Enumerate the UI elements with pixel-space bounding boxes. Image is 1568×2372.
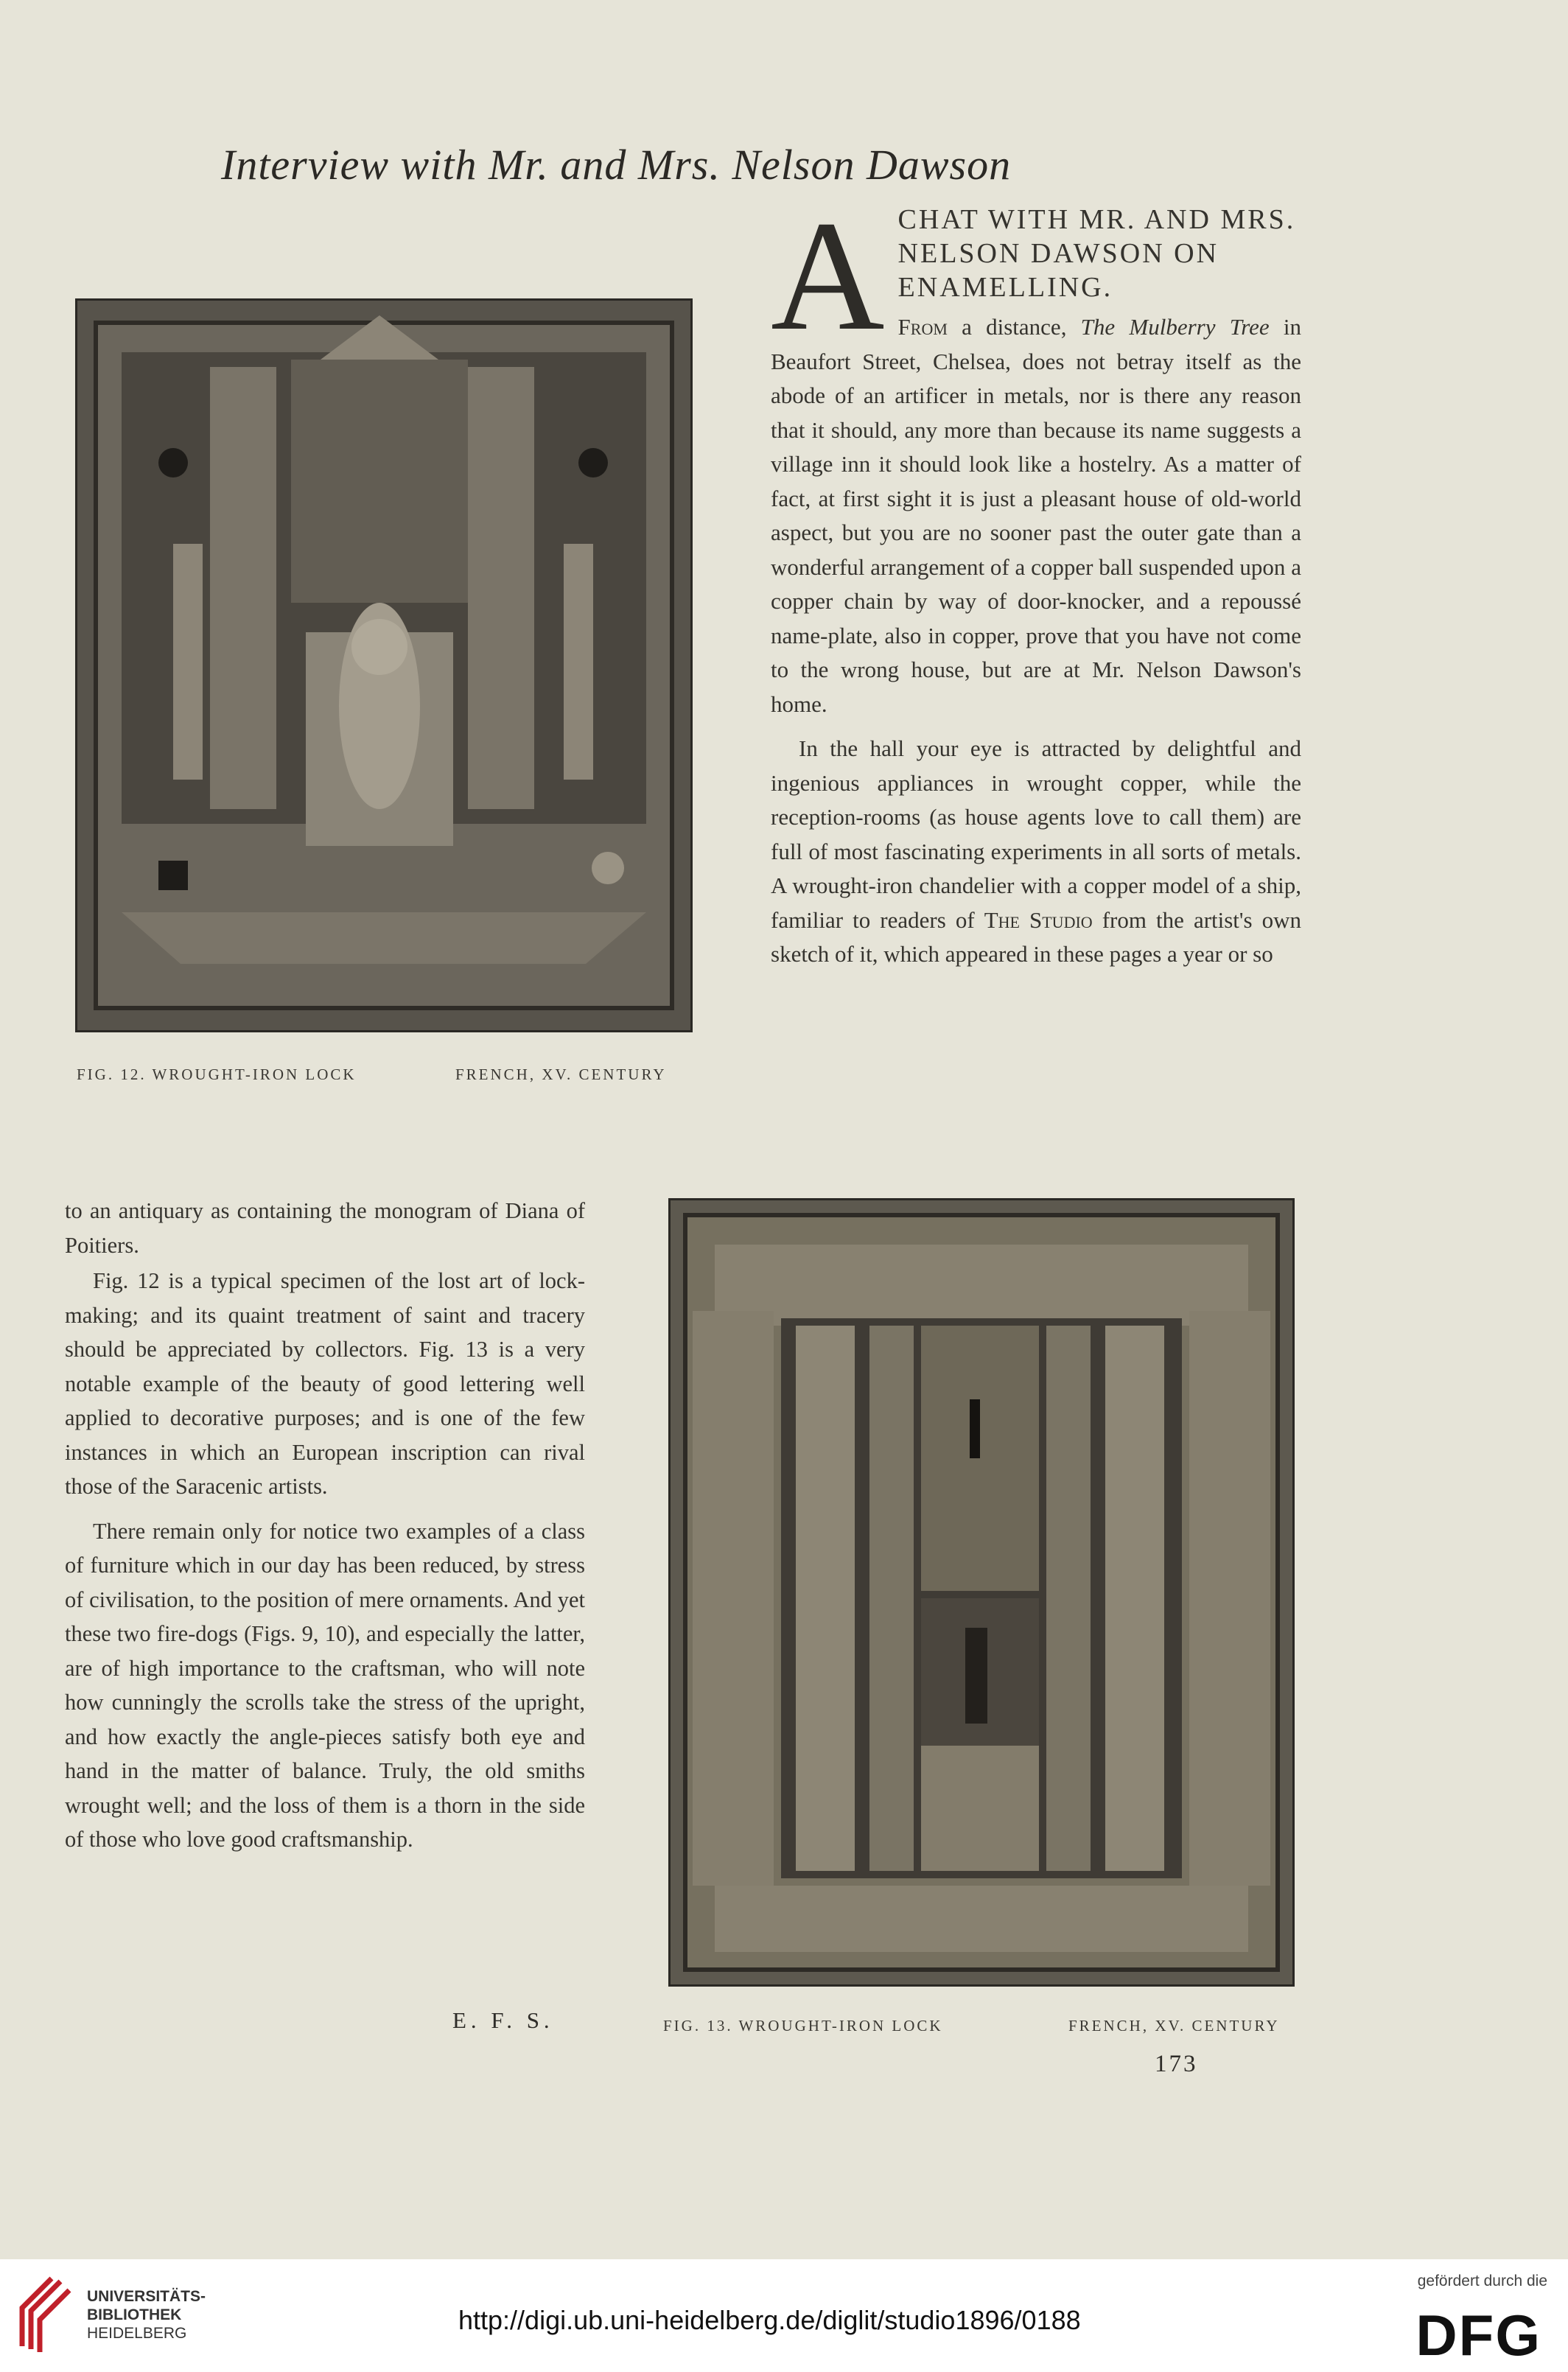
figure-13-caption-left: FIG. 13. WROUGHT-IRON LOCK: [663, 2017, 943, 2035]
figure-12-caption-right: FRENCH, XV. CENTURY: [455, 1066, 667, 1083]
figure-12-image: [75, 298, 693, 1032]
running-head: Interview with Mr. and Mrs. Nelson Dawson: [221, 141, 1012, 189]
left-paragraph-c: There remain only for notice two examples of a class of furniture which in our day has been reduced, by stress of civilisation, to the position of mere ornaments. And yet these two fire-dogs (Figs. 9, 10), and especially the latter, are of high importance to the craftsman, who will note how cunningly the scrolls take the stress of the upright, and how exactly the angle-pieces satisfy both eye and hand in the matter of balance. Truly, the old smiths wrought well; and the loss of them is a thorn in the side of those who love good craftsmanship.: [65, 1518, 585, 1852]
page-number: 173: [1155, 2051, 1198, 2077]
studio-smallcaps: The Studio: [984, 906, 1093, 933]
paragraph-1-text: in Beaufort Street, Chelsea, does not betray itself as the abode of an artificer in metals, nor is there any reason that it should, any more than because its name suggests a village inn it should look like a hostelry. As a matter of fact, at first sight it is just a pleasant house of old-world aspect, but you are no sooner past the outer gate than a wonderful arrangement of a copper ball suspended upon a copper chain by way of door-knocker, and a repoussé name-plate, also in copper, prove that you have not come to the wrong house, but are at Mr. Nelson Dawson's home.: [771, 314, 1302, 717]
paragraph-2-start: In the hall your eye is attracted by delightful and ingenious appliances in wrought copper, while the reception-rooms (as house agents love to call them) are full of most fascinating experiments in all sorts of metals. A wrought-iron chandelier with a copper model of a ship, familiar to readers of: [771, 735, 1301, 933]
funding-label: gefördert durch die: [1417, 2273, 1547, 2289]
left-paragraph-a: to an antiquary as containing the monogram of Diana of Poitiers.: [65, 1198, 585, 1258]
library-mark-icon: [16, 2275, 75, 2357]
article-headline: CHAT WITH MR. AND MRS. NELSON DAWSON ON ENAMELLING.: [897, 204, 1296, 303]
author-signature: E. F. S.: [452, 2007, 554, 2033]
article-paragraph-1: [771, 310, 1301, 721]
library-logo[interactable]: [16, 2273, 230, 2359]
article-paragraph-2: [771, 732, 1301, 972]
lead-smallcaps: From: [897, 314, 948, 340]
house-name: The Mulberry Tree: [1080, 314, 1270, 340]
library-name-line-1: UNIVERSITÄTS-: [87, 2288, 206, 2305]
library-name: [87, 2287, 206, 2343]
library-name-line-3: HEIDELBERG: [87, 2325, 187, 2342]
left-column: [65, 1194, 585, 1857]
library-footer: [0, 2259, 1568, 2372]
figure-12-caption-left: FIG. 12. WROUGHT-IRON LOCK: [77, 1066, 357, 1083]
dfg-logo[interactable]: DFG: [1415, 2303, 1541, 2368]
lead-rest: a distance,: [947, 314, 1081, 340]
article-column: [771, 189, 1302, 972]
drop-cap: A: [771, 189, 885, 363]
figure-13-image: [668, 1198, 1295, 1987]
library-name-line-2: BIBLIOTHEK: [87, 2306, 182, 2323]
permalink-url[interactable]: http://digi.ub.uni-heidelberg.de/diglit/studio1896/0188: [458, 2305, 1081, 2335]
figure-13-caption-right: FRENCH, XV. CENTURY: [1068, 2017, 1280, 2035]
left-paragraph-b: Fig. 12 is a typical specimen of the lost art of lock-making; and its quaint treatment of saint and tracery should be appreciated by collectors. Fig. 13 is a very notable example of the beauty of good lettering well applied to decorative purposes; and is one of the few instances in which an European inscription can rival those of the Saracenic artists.: [65, 1268, 585, 1499]
paragraph-2-end: from the artist's own sketch of it, which appeared in these pages a year or so: [771, 906, 1302, 967]
